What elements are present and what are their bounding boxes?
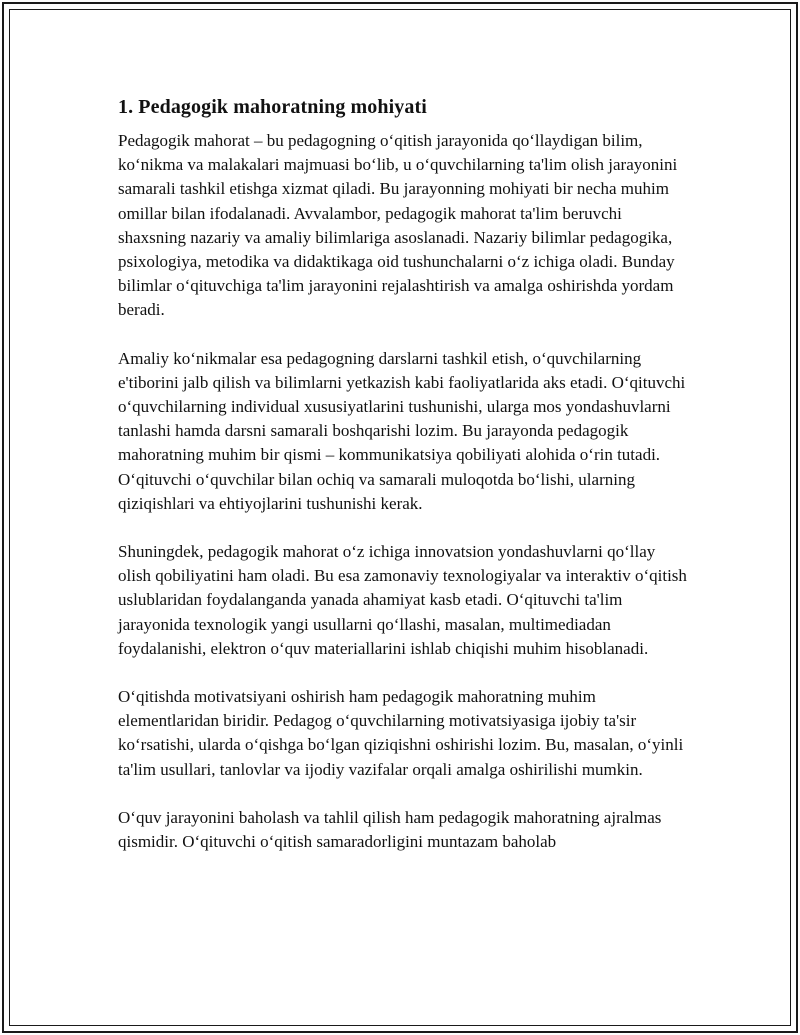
paragraph-5: O‘quv jarayonini baholash va tahlil qilish ham pedagogik mahoratning ajralmas qismidir. O‘qituvchi o‘qitish samaradorligini muntazam baholab (118, 807, 662, 852)
paragraph-1: Pedagogik mahorat – bu pedagogning o‘qitish jarayonida qo‘llaydigan bilim, ko‘nikma va malakalari majmuasi bo‘lib, u o‘quvchilarning ta'lim olish jarayonini samarali tashkil etishga xizmat qiladi. Bu jarayonning mohiyati bir necha muhim omillar bilan ifodalanadi. Avvalambor, pedagogik mahorat ta'lim beruvchi shaxsning nazariy va amaliy bilimlariga asoslanadi. Nazariy bilimlar pedagogika, psixologiya, metodika va didaktikaga oid tushunchalarni o‘z ichiga oladi. Bunday bilimlar o‘qituvchiga ta'lim jarayonini rejalashtirish va amalga oshirishda yordam beradi. (118, 131, 678, 320)
paragraph-2: Amaliy ko‘nikmalar esa pedagogning darslarni tashkil etish, o‘quvchilarning e'tiborini jalb qilish va bilimlarni yetkazish kabi faoliyatlarida aks etadi. O‘qituvchi o‘quvchilarning individual xususiyatlarini tushunishi, ularga mos yondashuvlarni tanlashi hamda darsni samarali boshqarishi lozim. Bu jarayonda pedagogik mahoratning muhim bir qismi – kommunikatsiya qobiliyati alohida o‘rin tutadi. O‘qituvchi o‘quvchilar bilan ochiq va samarali muloqotda bo‘lishi, ularning qiziqishlari va ehtiyojlarini tushunishi kerak. (118, 348, 686, 513)
section-heading: 1. Pedagogik mahoratning mohiyati (118, 96, 427, 118)
document-body (118, 94, 690, 878)
paragraph-3: Shuningdek, pedagogik mahorat o‘z ichiga innovatsion yondashuvlarni qo‘llay olish qobiliyatini ham oladi. Bu esa zamonaviy texnologiyalar va interaktiv o‘qitish uslublaridan foydalanganda yanada ahamiyat kasb etadi. O‘qituvchi ta'lim jarayonida texnologik yangi usullarni qo‘llashi, masalan, multimediadan foydalanishi, elektron o‘quv materiallarini ishlab chiqishi muhim hisoblanadi. (118, 542, 687, 658)
paragraph-4: O‘qitishda motivatsiyani oshirish ham pedagogik mahoratning muhim elementlaridan biridir. Pedagog o‘quvchilarning motivatsiyasiga ijobiy ta'sir ko‘rsatishi, ularda o‘qishga bo‘lgan qiziqishni oshirishi lozim. Bu, masalan, o‘yinli ta'lim usullari, tanlovlar va ijodiy vazifalar orqali amalga oshirilishi mumkin. (118, 687, 684, 779)
